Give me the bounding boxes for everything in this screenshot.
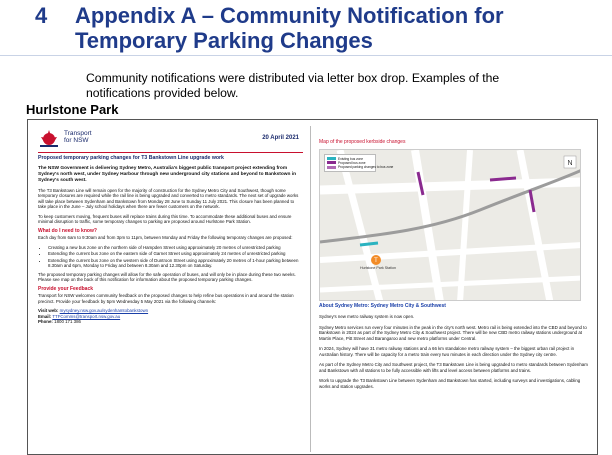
nsw-waratah-logo-icon bbox=[38, 128, 60, 148]
notice-para-1: The T3 Bankstown Line will remain open for the majority of construction for the Sydney Metro City and Southwest, though some temporary closures are required while the rail line is being upgraded and converted to metro standards. The next set of upgrade works will take place between Sydenham and Bankstown from Monday 28 June to Sunday 11 July 2021. This closure has been planned to take place in the June – July school holidays when there are fewer customers on the network. bbox=[38, 187, 299, 209]
heading-line-2: Temporary Parking Changes bbox=[75, 28, 373, 53]
legend-item: Existing bus zone bbox=[327, 157, 373, 161]
legend-item: Proposed parking changes to bus zone bbox=[327, 165, 373, 169]
notice-header bbox=[38, 128, 303, 150]
heading-line-1: Appendix A – Community Notification for bbox=[75, 3, 504, 28]
about-para-3: In 2024, Sydney will have 31 metro railway stations and a 66 km standalone metro railway system – the biggest urban rail project in Australian history. There will be capacity for a metro train every two minutes in each direction under the Sydney city centre. bbox=[319, 346, 575, 357]
map-drawing bbox=[320, 150, 581, 301]
visit-label: Visit web: bbox=[38, 308, 59, 313]
feedback-text: Transport for NSW welcomes community feedback on the proposed changes to help refine bus operations in and around the station precinct. Provide your feedback by 5pm Wednesday 5 May 2021 via the following channels: bbox=[38, 293, 294, 304]
notice-date: 20 April 2021 bbox=[262, 135, 299, 141]
phone-number: 1800 171 386 bbox=[54, 319, 81, 324]
email-label: Email: bbox=[38, 313, 52, 319]
notice-para-2: To keep customers moving, frequent buses will replace trains during this time. To accommodate these additional buses and ensure minimal disruption to traffic, some temporary changes to parking are proposed around Hurlstone Park Station. bbox=[38, 213, 292, 224]
need-to-know-intro: Each day from 6am to 9:30am and from 3pm to 11pm, between Monday and Friday the following temporary changes are proposed: bbox=[38, 235, 293, 240]
brand-line-2: for NSW bbox=[64, 137, 89, 144]
list-item: • Creating a new bus zone on the northern side of Hampden Street using approximately 20 metres of unrestricted parking bbox=[48, 245, 303, 251]
intro-text: Community notifications were distributed via letter box drop. Examples of the notifications provided below. bbox=[86, 71, 500, 100]
station-label: Hurlstone Park Station bbox=[360, 265, 396, 270]
about-para-1: Sydney's new metro railway system is now open. bbox=[319, 314, 415, 319]
header-rule bbox=[38, 152, 303, 153]
notice-front-page bbox=[38, 128, 303, 325]
about-para-2: Sydney Metro services run every four minutes in the peak in the city's north west. Metro rail is being extended into the CBD and beyond to Bankstown in 2024 as part of the Sydney Metro City & Southwest project. There will be new CBD metro railway stations underground at Martin Place, Pitt Street and Barangaroo and new metro platforms under Central. bbox=[319, 324, 587, 341]
page-divider bbox=[310, 126, 311, 452]
changes-list bbox=[48, 245, 303, 269]
brand-line-1: Transport bbox=[64, 130, 92, 137]
list-item: • Extending the current bus zone on the western side of Duntroon Street using approximately 20 metres of 1-hour parking between 8.30am and 6pm, Monday to Friday and between 8.30am and 12.30pm on Saturday. bbox=[48, 258, 303, 269]
contact-details bbox=[38, 308, 303, 325]
list-item: • Extending the current bus zone on the eastern side of Garnet Street using approximately 24 metres of unrestricted parking bbox=[48, 251, 303, 257]
svg-text:N: N bbox=[567, 159, 573, 167]
notice-title: Proposed temporary parking changes for T3 Bankstown Line upgrade work bbox=[38, 155, 224, 161]
notice-para-3: The proposed temporary parking changes will allow for the safe operation of buses, and will only be in place during these two weeks. Please see map on the back of this notification for information about the proposed temporary parking changes. bbox=[38, 271, 296, 282]
need-to-know-heading: What do I need to know? bbox=[38, 227, 97, 234]
heading-divider bbox=[0, 55, 612, 56]
svg-text:T: T bbox=[374, 257, 378, 264]
section-number: 4 bbox=[35, 3, 48, 28]
notice-lead: The NSW Government is delivering Sydney Metro, Australia's biggest public transport project extending from Sydney's north west, under Sydney Harbour through new underground city stations and beyond to Bankstown in Sydney's south west. bbox=[38, 165, 297, 183]
legend-item: Proposed bus zone bbox=[327, 161, 373, 165]
location-heading: Hurlstone Park bbox=[26, 102, 119, 117]
phone-label: Phone: bbox=[38, 319, 53, 324]
feedback-email-link[interactable]: TTFComms@transport.nsw.gov.au bbox=[52, 313, 121, 319]
feedback-website-link[interactable]: mysydney.nsw.gov.au/sydenhamtobankstown bbox=[59, 308, 149, 313]
about-para-5: Work to upgrade the T3 Bankstown Line between Sydenham and Bankstown has started, including surveys and investigations, cabling works and station upgrades. bbox=[319, 378, 581, 389]
about-heading: About Sydney Metro: Sydney Metro City & Southwest bbox=[319, 302, 446, 309]
notice-back-page bbox=[319, 128, 591, 394]
feedback-heading: Provide your Feedback bbox=[38, 285, 94, 292]
map-legend bbox=[324, 154, 394, 173]
kerbside-map bbox=[319, 149, 581, 301]
transport-brand bbox=[64, 130, 92, 144]
about-para-4: As part of the Sydney Metro City and Southwest project, the T3 Bankstown Line is being upgraded to metro standards between Sydenham and Bankstown with all stations to be fully accessible with lifts and level access between platforms and trains. bbox=[319, 362, 588, 373]
notification-document bbox=[27, 119, 598, 455]
map-title: Map of the proposed kerbside changes bbox=[319, 139, 406, 145]
